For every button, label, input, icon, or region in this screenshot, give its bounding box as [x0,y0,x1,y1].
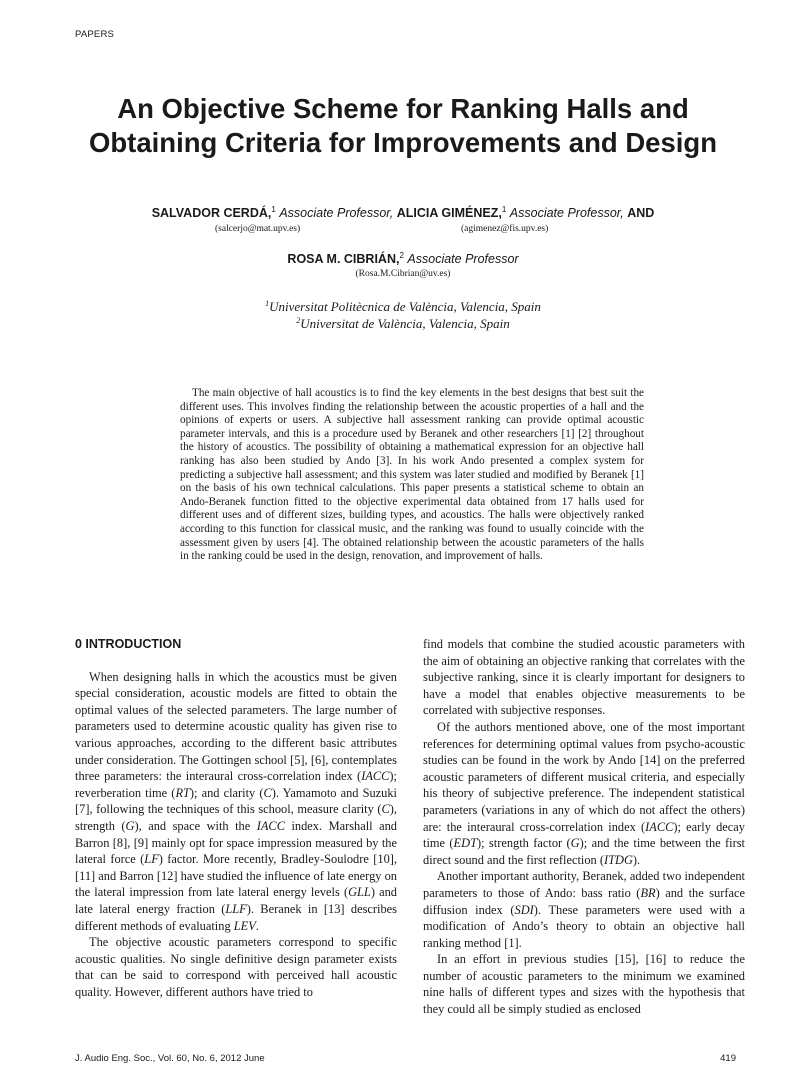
parameter-abbreviation: G [125,818,135,833]
paragraph: find models that combine the studied acoustic parameters with the aim of obtaining an objective ranking that correlates with the subjective ranking, since it is clearly important for designers to have a model that enables objective measurements to be correlated with subjective responses. [423,637,745,718]
parameter-abbreviation: GLL [348,885,371,900]
affiliation-1-marker: 1 [265,299,270,308]
affiliation-1-text: Universitat Politècnica de València, Valencia, Spain [269,299,541,314]
parameter-abbreviation: ITDG [603,852,633,867]
authors-line-2 [0,252,806,266]
parameter-abbreviation: C [263,785,272,800]
paper-title-line-2: Obtaining Criteria for Improvements and Design [88,127,717,158]
paper-title [40,92,766,160]
abstract: The main objective of hall acoustics is to find the key elements in the best designs that best suit the different uses. This involves finding the relationship between the acoustic properties of a hall and the opinions of experts or users. A subjective hall assessment ranking can provide optimal acoustic parameter intervals, and this is a procedure used by Beranek and other researchers [1] [2] throughout the history of acoustics. The possibility of obtaining a mathematical expression for an objective hall ranking has also been studied by Ando [3]. In his work Ando presented a complex system for predicting a subjective hall assessment; and this system was later studied and modified by Beranek [1] on the basis of his own technical calculations. This paper presents a statistical scheme to obtain an Ando-Beranek function fitted to the objective experimental data obtained from 17 halls used for different uses and of different sizes, building types, and acoustics. The halls were objectively ranked according to this function for classical music, and the ranking was found to usually coincide with the assessment given by users [4]. The obtained relationship between the acoustic parameters of the halls in the ranking could be used in the design, renovation, and improvement of halls. [180,387,644,563]
paragraph: Of the authors mentioned above, one of the most important references for determining optimal values from psycho-acoustic studies can be found in the work by Ando [14] on the preferred acoustic parameters of different musical criteria, and especially his theory of subjective preference. The independent statistical parameters (variations in any of which do not affect the others) are: the interaural cross-correlation index (IACC); early decay time (EDT); strength factor (G); and the time between the first direct sound and the first reflection (ITDG). [423,719,745,867]
paragraph: In an effort in previous studies [15], [16] to reduce the number of acoustic parameters to the minimum we examined nine halls of different types and sizes with the hypothesis that they could all be simply studied as enclosed [423,952,745,1017]
body-column-right [423,636,745,1018]
parameter-abbreviation: LF [144,852,159,867]
author-3-affiliation-marker: 2 [399,251,404,260]
author-2-role: Associate Professor, [509,206,624,220]
section-label: PAPERS [75,29,115,40]
author-2-name: ALICIA GIMÉNEZ, [396,206,502,220]
paper-title-line-1: An Objective Scheme for Ranking Halls and [117,93,689,124]
paragraph: The objective acoustic parameters correspond to specific acoustic qualities. No single definitive design parameter exists that can be said to correspond with perceived hall acoustic quality. However, different authors have tried to [75,935,397,999]
parameter-abbreviation: IACC [256,818,285,833]
author-1-email: (salcerjo@mat.upv.es) [215,224,301,234]
author-2-email: (agimenez@fis.upv.es) [461,224,549,234]
parameter-abbreviation: C [381,802,390,817]
parameter-abbreviation: EDT [453,836,477,851]
author-1-name: SALVADOR CERDÁ, [151,206,272,220]
author-2-affiliation-marker: 1 [501,205,507,214]
affiliation-2-marker: 2 [296,316,301,325]
author-1-role: Associate Professor, [279,206,394,220]
parameter-abbreviation: LLF [225,901,247,916]
affiliation-1 [0,299,806,315]
paragraph: When designing halls in which the acoustics must be given special consideration, acoustic models are fitted to obtain the optimal values of the selected parameters. The large number of parameters used to determine acoustic quality has given rise to various approaches, according to the different basic attributes under consideration. The Gottingen school [5], [6], contemplates three parameters: the interaural cross-correlation index (IACC); reverberation time (RT); and clarity (C). Yamamoto and Suzuki [7], following the techniques of this school, measure clarity (C), strength (G), and space with the IACC index. Marshall and Barron [8], [9] mainly opt for space impression measured by the lateral force (LF) factor. More recently, Bradley-Soulodre [10], [11] and Barron [12] have studied the influence of late energy on the lateral impression from late lateral energy levels (GLL) and late lateral energy fraction (LLF). Beranek in [13] describes different methods of evaluating LEV. [75,669,398,933]
parameter-abbreviation: IACC [645,819,674,834]
parameter-abbreviation: IACC [361,769,390,784]
authors-line-1 [0,206,806,220]
footer-page-number: 419 [720,1053,736,1064]
affiliation-2 [0,316,806,332]
parameter-abbreviation: RT [175,785,190,800]
author-3-name: ROSA M. CIBRIÁN, [287,252,400,266]
parameter-abbreviation: G [570,836,580,851]
body-column-left [75,636,397,1000]
author-1-affiliation-marker: 1 [271,205,276,214]
authors-and: AND [627,206,655,220]
footer-journal-citation: J. Audio Eng. Soc., Vol. 60, No. 6, 2012 June [75,1053,265,1064]
parameter-abbreviation: BR [640,885,656,900]
author-3-email: (Rosa.M.Cibrian@uv.es) [355,269,451,279]
author-3-role: Associate Professor [407,252,519,266]
parameter-abbreviation: LEV [233,918,256,933]
parameter-abbreviation: SDI [514,902,534,917]
paragraph: Another important authority, Beranek, added two independent parameters to those of Ando: bass ratio (BR) and the surface diffusion index (SDI). These parameters were used with a modification of Ando’s theory to obtain an objective hall ranking method [1]. [423,869,746,950]
affiliation-2-text: Universitat de València, Valencia, Spain [300,316,510,331]
section-heading-introduction: 0 INTRODUCTION [75,637,182,651]
